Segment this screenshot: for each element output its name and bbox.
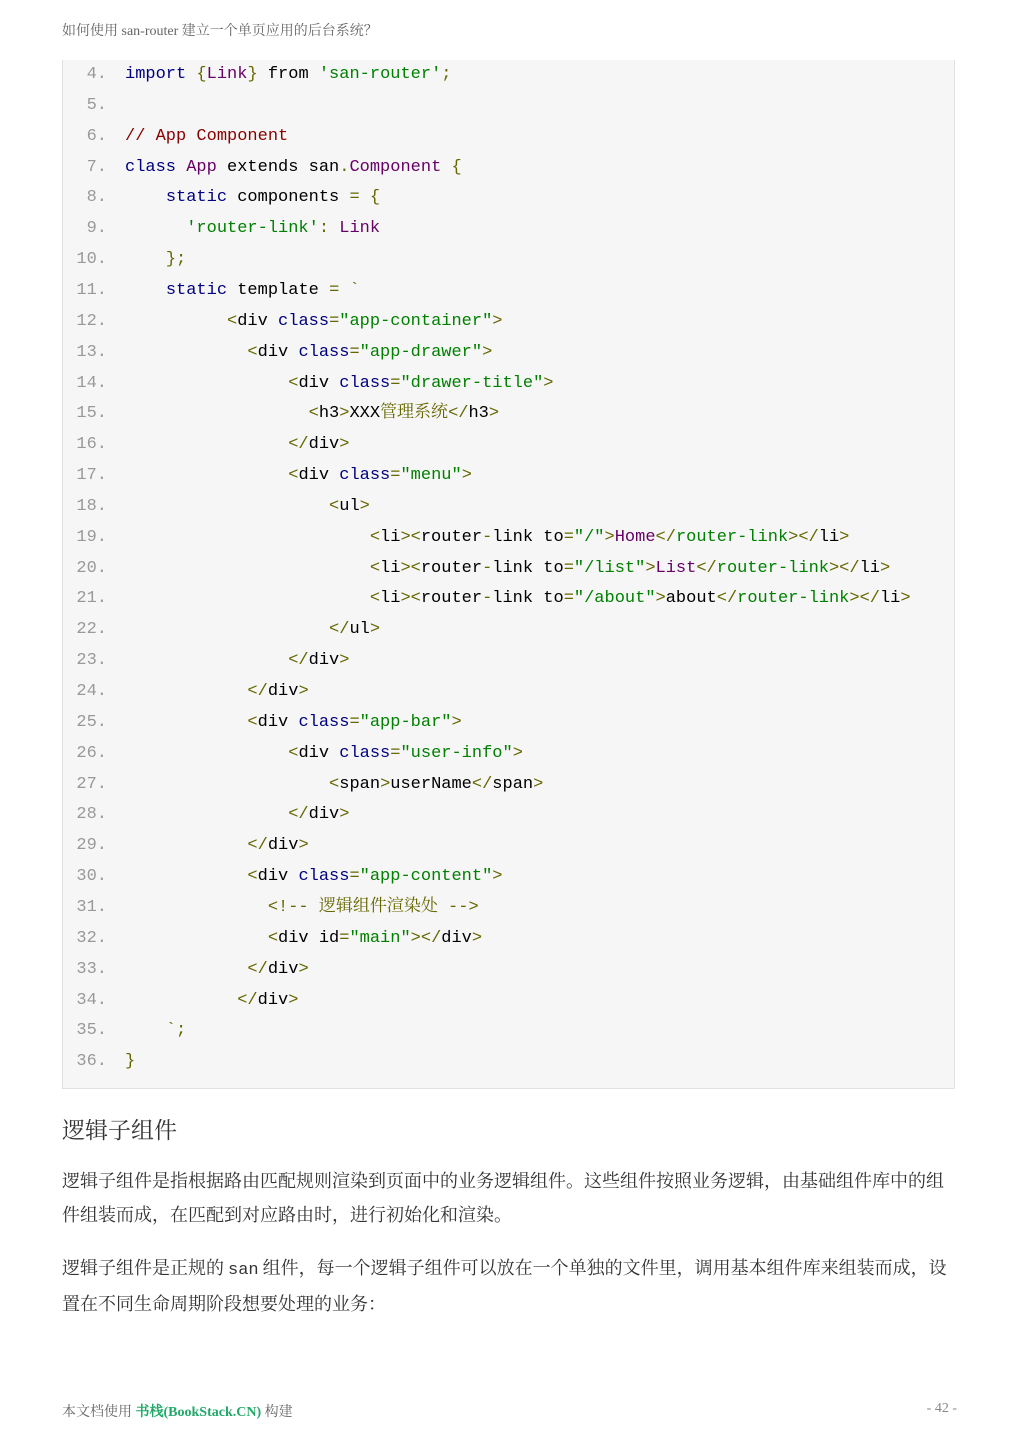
code-token: = (390, 743, 401, 763)
code-line (63, 584, 911, 614)
line-number: 29. (76, 836, 107, 856)
code-token: > (369, 620, 381, 640)
code-token: import (125, 65, 187, 84)
code-token: > (543, 373, 554, 393)
code-token: </ (655, 527, 676, 547)
code-token: class (298, 342, 350, 362)
code-token: = ` (329, 280, 360, 300)
code-token (125, 466, 288, 485)
code-token: >< (400, 527, 421, 547)
code-token: div (308, 435, 340, 455)
code-token: - (482, 558, 493, 578)
code-token: "menu" (400, 466, 462, 486)
code-token: div (298, 743, 340, 763)
code-token: = (349, 342, 360, 362)
footer-credit (62, 1401, 293, 1421)
code-line (63, 924, 482, 954)
code-line (63, 122, 288, 152)
code-token: link to (492, 558, 564, 578)
code-token: from (257, 65, 319, 84)
code-token: ></ (410, 928, 442, 948)
code-token: = (563, 527, 574, 547)
code-token: > (359, 496, 370, 516)
code-line (63, 1016, 186, 1046)
line-number: 9. (86, 219, 107, 239)
code-token: > (339, 805, 350, 825)
code-token: "/list" (573, 558, 646, 578)
code-token: "user-info" (400, 743, 513, 763)
code-token: router (420, 527, 483, 547)
code-token: class (298, 712, 350, 732)
code-token (125, 1021, 166, 1040)
code-token: extends san (216, 157, 340, 177)
code-line (63, 986, 298, 1016)
code-token: > (482, 342, 493, 362)
code-token (125, 867, 247, 886)
line-number: 23. (76, 651, 107, 671)
code-token: span (492, 774, 534, 794)
code-line (63, 893, 479, 923)
code-token: </ (448, 404, 469, 424)
code-token: > (492, 311, 503, 331)
line-number: 13. (76, 342, 107, 362)
paragraph-1: 逻辑子组件是指根据路由匹配规则渲染到页面中的业务逻辑组件。这些组件按照业务逻辑，由基础组件库中的组件组装而成，在匹配到对应路由时，进行初始化和渲染。 (62, 1171, 944, 1226)
code-token: li (380, 589, 401, 609)
code-token (125, 219, 186, 238)
code-token (125, 435, 288, 454)
code-token (125, 620, 329, 639)
line-number: 24. (76, 682, 107, 701)
code-line (63, 800, 349, 830)
code-token: div (298, 373, 340, 393)
code-token: div (267, 959, 299, 979)
code-token: < (369, 589, 381, 609)
code-token: Link (339, 219, 381, 239)
code-token: class (125, 157, 177, 177)
code-token: > (512, 743, 523, 763)
code-token: < (329, 774, 340, 794)
code-token: "/" (573, 527, 605, 547)
code-token (125, 898, 268, 917)
code-token: `; (165, 1021, 187, 1041)
code-token: div (257, 990, 289, 1010)
line-number: 27. (76, 774, 107, 794)
paragraph-2-text-after: 组件，每一个逻辑子组件可以放在一个单独的文件里，调用基本组件库来组装而成，设置在不同生命周期阶段想要处理的业务： (62, 1258, 947, 1315)
code-token: > (492, 867, 503, 887)
code-token: { (369, 188, 381, 208)
code-token: { (196, 65, 207, 84)
code-token: >< (400, 558, 421, 578)
line-number: 28. (76, 805, 107, 825)
line-number: 35. (76, 1021, 107, 1041)
line-number: 31. (76, 897, 107, 917)
code-line (63, 399, 499, 429)
code-token: 管理系统 (380, 404, 449, 424)
code-token (125, 960, 247, 979)
code-token: "app-drawer" (359, 342, 483, 362)
code-token (125, 682, 247, 701)
code-block (62, 60, 955, 1089)
code-token: > (461, 466, 472, 486)
code-token: > (288, 990, 299, 1010)
code-token (125, 497, 329, 516)
footer-suffix: 构建 (261, 1405, 293, 1420)
code-token: = (563, 589, 574, 609)
code-token (125, 929, 268, 948)
code-line (63, 307, 503, 337)
code-token (125, 374, 288, 393)
code-line (63, 770, 543, 800)
code-token: class (339, 373, 391, 393)
line-number: 20. (76, 558, 107, 578)
line-number: 30. (76, 867, 107, 887)
code-token: } (247, 65, 258, 84)
code-token: h3 (468, 404, 489, 424)
footer-prefix: 本文档使用 (62, 1405, 136, 1420)
code-token: "app-bar" (359, 712, 452, 732)
code-token (125, 775, 329, 794)
code-token: div (308, 805, 340, 825)
code-token: = (339, 928, 350, 948)
code-token: </ (288, 651, 309, 671)
code-token: > (339, 435, 350, 455)
code-line (63, 461, 472, 491)
code-token: </ (237, 990, 258, 1010)
code-token (441, 158, 451, 177)
code-token (125, 589, 370, 608)
code-line (63, 554, 890, 584)
code-token: >< (400, 589, 421, 609)
line-number: 5. (86, 95, 107, 115)
line-number: 7. (86, 157, 107, 177)
line-number: 22. (76, 620, 107, 640)
code-token: Component (349, 157, 442, 177)
code-token: < (227, 311, 238, 331)
code-line (63, 1047, 135, 1077)
code-token: < (247, 342, 258, 362)
code-token: > (879, 558, 891, 578)
line-number: 10. (76, 250, 107, 270)
line-number: 17. (76, 466, 107, 486)
code-token: = (329, 311, 340, 331)
code-token: ></ (849, 589, 880, 609)
code-token: < (247, 867, 258, 887)
code-token: < (288, 373, 299, 393)
code-line (63, 523, 849, 553)
code-token: ul (349, 620, 370, 640)
code-token: - (482, 527, 493, 547)
line-number: 6. (86, 126, 107, 146)
code-token: > (451, 712, 462, 732)
code-token: "/about" (573, 589, 656, 609)
code-token: </ (247, 682, 268, 701)
code-token: < (369, 527, 381, 547)
line-number: 19. (76, 527, 107, 547)
code-token: "app-content" (359, 867, 493, 887)
line-number: 34. (76, 990, 107, 1010)
code-token: </ (716, 589, 738, 609)
code-token: > (655, 589, 666, 609)
code-line (63, 60, 451, 90)
code-token: Home (614, 527, 656, 547)
code-token: components (227, 188, 350, 208)
code-token: h3 (318, 404, 340, 424)
code-token: > (533, 774, 544, 794)
code-token (125, 528, 370, 547)
code-token: > (471, 928, 483, 948)
line-number: 32. (76, 928, 107, 948)
line-number: 12. (76, 311, 107, 331)
code-token: < (288, 743, 299, 763)
code-token: div (257, 867, 299, 887)
code-token: }; (165, 250, 187, 270)
code-token (125, 343, 247, 362)
code-token: List (655, 558, 697, 578)
code-line (63, 492, 370, 522)
code-token: </ (471, 774, 493, 794)
code-token: "app-container" (339, 311, 493, 331)
code-token: : (318, 219, 340, 239)
code-line (63, 615, 380, 645)
line-number: 33. (76, 959, 107, 979)
line-number: 25. (76, 712, 107, 732)
code-token: router-link (716, 558, 829, 578)
line-number: 16. (76, 435, 107, 455)
code-token: div (237, 311, 279, 331)
code-token: router (420, 558, 483, 578)
code-token: div (308, 651, 340, 671)
line-number: 18. (76, 496, 107, 516)
code-token: > (298, 836, 309, 856)
code-token: App (186, 157, 217, 177)
code-token: </ (696, 558, 717, 578)
code-token: li (818, 527, 840, 547)
code-token: </ (247, 959, 268, 979)
code-token: > (339, 651, 350, 671)
code-token: = (349, 712, 360, 732)
code-token (125, 651, 288, 670)
code-token: div id (278, 928, 340, 948)
code-token: span (339, 774, 381, 794)
code-token: div (267, 682, 299, 701)
code-token: ul (339, 496, 360, 516)
code-line (63, 708, 462, 738)
code-token: > (488, 404, 500, 424)
code-token: = (563, 558, 574, 578)
code-token: class (298, 867, 350, 887)
code-token: > (645, 558, 656, 578)
code-token: < (247, 712, 258, 732)
code-token: li (380, 558, 401, 578)
code-line (63, 430, 349, 460)
code-token (125, 836, 247, 855)
code-token (125, 744, 288, 763)
page-number: - 42 - (926, 1401, 957, 1416)
line-number: 26. (76, 743, 107, 763)
code-line (63, 646, 349, 676)
line-number: 36. (76, 1052, 107, 1072)
code-line (63, 739, 523, 769)
code-token (125, 188, 166, 207)
code-token: < (267, 928, 279, 948)
code-token: <!-- 逻辑组件渲染处 --> (267, 897, 479, 917)
code-token: < (329, 496, 340, 516)
code-token: - (482, 589, 493, 609)
code-line (63, 276, 360, 306)
line-number: 15. (76, 404, 107, 424)
code-token: div (441, 928, 472, 948)
page-header: 如何使用 san-router 建立一个单页应用的后台系统？ (62, 24, 378, 39)
code-token: </ (247, 836, 268, 856)
code-token: > (839, 527, 850, 547)
code-token: </ (288, 805, 309, 825)
code-token: > (339, 404, 350, 424)
code-token: . (339, 157, 350, 177)
code-line (63, 369, 554, 399)
code-token: > (604, 527, 615, 547)
code-token: { (451, 157, 462, 177)
code-line (63, 183, 380, 213)
code-token (186, 65, 196, 84)
code-token (125, 312, 227, 331)
code-token (360, 188, 370, 207)
line-number: 11. (76, 280, 107, 300)
code-token: ></ (828, 558, 860, 578)
code-token: div (257, 712, 299, 732)
code-token: template (227, 280, 330, 300)
code-token: class (339, 743, 391, 763)
code-line (63, 91, 125, 121)
code-line (63, 153, 462, 183)
code-token: < (308, 404, 319, 424)
code-token: li (859, 558, 880, 578)
code-line (63, 214, 380, 244)
code-token: "main" (349, 928, 411, 948)
code-token: < (369, 558, 381, 578)
code-token: div (257, 342, 299, 362)
code-token (125, 805, 288, 824)
code-line (63, 677, 309, 707)
code-token: class (278, 311, 330, 331)
code-token: div (267, 836, 299, 856)
code-token (125, 250, 166, 269)
line-number: 21. (76, 589, 107, 609)
code-token (125, 404, 309, 423)
code-token: div (298, 466, 340, 486)
code-token: static (165, 188, 228, 208)
code-line (63, 338, 492, 368)
line-number: 4. (86, 65, 107, 84)
code-token: 'san-router' (318, 65, 442, 84)
code-token: link to (492, 527, 564, 547)
bookstack-link[interactable]: 书栈(BookStack.CN) (135, 1405, 262, 1420)
code-token: router-link (675, 527, 789, 547)
code-token: < (288, 466, 299, 486)
code-line (63, 245, 186, 275)
line-number: 14. (76, 373, 107, 393)
code-token: li (879, 589, 901, 609)
code-token: "drawer-title" (400, 373, 544, 393)
section-title: 逻辑子组件 (62, 1118, 177, 1144)
code-token: ></ (788, 527, 819, 547)
code-token: </ (288, 435, 309, 455)
code-token: </ (329, 620, 350, 640)
code-token: Link (206, 65, 248, 84)
paragraph-2 (62, 1252, 955, 1322)
code-token: = (390, 373, 401, 393)
code-token (125, 713, 247, 732)
line-number: 8. (86, 188, 107, 208)
code-token: about (665, 589, 717, 609)
code-token: userName (390, 774, 472, 794)
code-token: > (380, 774, 391, 794)
code-token: > (298, 959, 309, 979)
code-token: = (349, 188, 360, 208)
code-token: ; (441, 65, 452, 84)
code-token: static (165, 280, 228, 300)
code-token (125, 991, 237, 1010)
code-token: 'router-link' (186, 219, 319, 239)
code-line (63, 955, 309, 985)
code-token: router (420, 589, 483, 609)
code-token (125, 281, 166, 300)
code-token: link to (492, 589, 564, 609)
code-token: > (298, 682, 309, 701)
paragraph-2-text-before: 逻辑子组件是正规的 (62, 1258, 224, 1279)
code-token: li (380, 527, 401, 547)
code-token: = (390, 466, 401, 486)
code-token: router-link (737, 589, 850, 609)
inline-code-san: san (228, 1261, 259, 1280)
code-token: = (349, 867, 360, 887)
code-token: // App Component (125, 126, 289, 146)
code-token (176, 158, 186, 177)
code-line (63, 862, 502, 892)
code-token: class (339, 466, 391, 486)
code-line (63, 831, 309, 861)
code-token: > (900, 589, 911, 609)
code-token (125, 559, 370, 578)
code-token: } (125, 1052, 136, 1072)
code-token: XXX (349, 404, 381, 424)
